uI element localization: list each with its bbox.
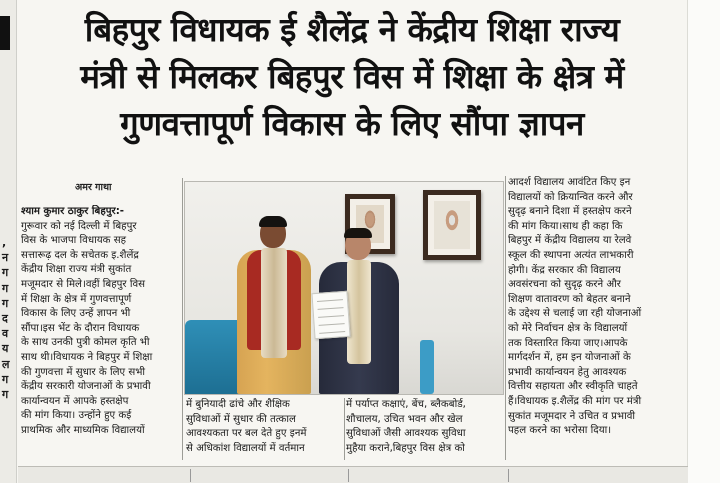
text-line: विकास के लिए उन्हें ज्ञापन भी (21, 308, 131, 320)
text-line: के उद्देश्य से चलाई जा रही योजनाओं (508, 308, 642, 320)
text-line: वित्तीय सहायता और स्वीकृति चाहते (508, 381, 638, 393)
next-article-edge (18, 466, 688, 483)
text-line: सत्तारूढ़ दल के सचेतक इ.शैलेंद्र (21, 249, 139, 261)
text-line: मार्गदर्शन में, हम इन योजनाओं के (508, 352, 631, 364)
column-rule (182, 178, 183, 460)
text-line: में शिक्षा के क्षेत्र में गुणवत्तापूर्ण (21, 293, 132, 305)
blue-stand (420, 340, 434, 394)
text-line: गुरूवार को नई दिल्ली में बिहपुर (21, 220, 137, 232)
text-line: स्कूल की स्थापना अत्यंत लाभकारी (508, 249, 634, 261)
text-line: प्रभावी कार्यान्वयन हेतु आवश्यक (508, 366, 627, 378)
article-column-right (508, 176, 666, 439)
text-line: में बुनियादी ढांचे और शैक्षिक (186, 399, 290, 410)
text-line: मजूमदार से मिले।वहीं बिहपुर विस (21, 278, 146, 290)
person-legislator (235, 218, 313, 394)
text-line: से अधिकांश विद्यालयों में वर्तमान (186, 442, 305, 454)
text-line: आवश्यकता पर बल देते हुए इनमें (186, 428, 307, 440)
text-line: अवसंरचना को सुदृढ़ करने और (508, 279, 621, 291)
text-line: मुहैया कराने,बिहपुर विस क्षेत्र को (346, 442, 465, 454)
memorandum-document (311, 291, 350, 339)
headline-bullet-mark (0, 16, 10, 50)
text-line: सुकांत मजूमदार ने उचित व प्रभावी (508, 410, 636, 422)
headline-line-2: मंत्री से मिलकर बिहपुर विस में शिक्षा के क्षेत्र में (80, 57, 624, 96)
text-line: में पर्याप्त कक्षाएं, बेंच, ब्लैकबोर्ड, (346, 399, 466, 410)
headline-line-1: बिहपुर विधायक ई शैलेंद्र ने केंद्रीय शिक्षा राज्य (84, 10, 620, 49)
text-line: बिहपुर में केंद्रीय विद्यालय या रेलवे (508, 235, 632, 247)
article-column-bottom-b (346, 398, 504, 456)
article-column-bottom-a (186, 398, 344, 456)
text-line: कार्यान्वयन में आपके हस्तक्षेप (21, 395, 129, 407)
column-rule (344, 398, 345, 460)
text-line: आदर्श विद्यालय आवंटित किए इन (508, 177, 631, 188)
text-line: प्राथमिक और माध्यमिक विद्यालयों (21, 424, 145, 436)
text-line: शिक्षण वातावरण को बेहतर बनाने (508, 293, 631, 305)
text-line: सुविधाओं में सुधार की तत्काल (186, 413, 296, 425)
wall-portrait-frame (423, 190, 481, 260)
text-line: की मांग किया।साथ ही कहा कि (508, 220, 623, 232)
adjacent-column-fragments: , न ग ग ग द व य ल ग ग (2, 236, 10, 402)
text-line: को मेरे निर्वाचन क्षेत्र के विद्यालयों (508, 322, 628, 334)
column-rule (505, 176, 506, 460)
adjacent-column-edge (0, 0, 17, 483)
headline-line-3: गुणवत्तापूर्ण विकास के लिए सौंपा ज्ञापन (120, 104, 584, 143)
text-line: सुविधाओं जैसी आवश्यक सुविधा (346, 428, 466, 440)
text-line: सुदृढ़ बनाने दिशा में हस्तक्षेप करने (508, 206, 632, 218)
text-line: विस के भाजपा विधायक सह (21, 235, 126, 247)
text-line: के साथ उनकी पुत्री कोमल कृति भी (21, 337, 150, 349)
byline: श्याम कुमार ठाकुर बिहपुर:- (21, 206, 124, 217)
text-line: केंद्रीय शिक्षा राज्य मंत्री सुकांत (21, 264, 132, 276)
text-line: हैं।विधायक इ.शैलेंद्र की मांग पर मंत्री (508, 395, 642, 407)
text-line: साथ थी।विधायक ने बिहपुर में शिक्षा (21, 351, 153, 363)
text-line: सौंपा।इस भेंट के दौरान विधायक (21, 322, 140, 334)
text-line: विद्यालयों को क्रियान्वित करने और (508, 191, 633, 203)
text-line: शौचालय, उचित भवन और खेल (346, 413, 463, 425)
text-line: की गुणवत्ता में सुधार के लिए सभी (21, 366, 146, 378)
right-margin (687, 0, 720, 483)
text-line: केंद्रीय सरकारी योजनाओं के प्रभावी (21, 381, 151, 393)
text-line: की मांग किया। उन्होंने हुए कई (21, 410, 132, 422)
text-line: होगी। केंद्र सरकार की विद्यालय (508, 264, 621, 276)
text-line: पहल करने का भरोसा दिया। (508, 425, 612, 437)
article-column-left (21, 205, 179, 439)
headline (20, 6, 684, 147)
source-label: अमर गाथा (75, 182, 112, 193)
news-photo (184, 181, 504, 395)
text-line: तक विस्तारित किया जाए।आपके (508, 337, 628, 349)
